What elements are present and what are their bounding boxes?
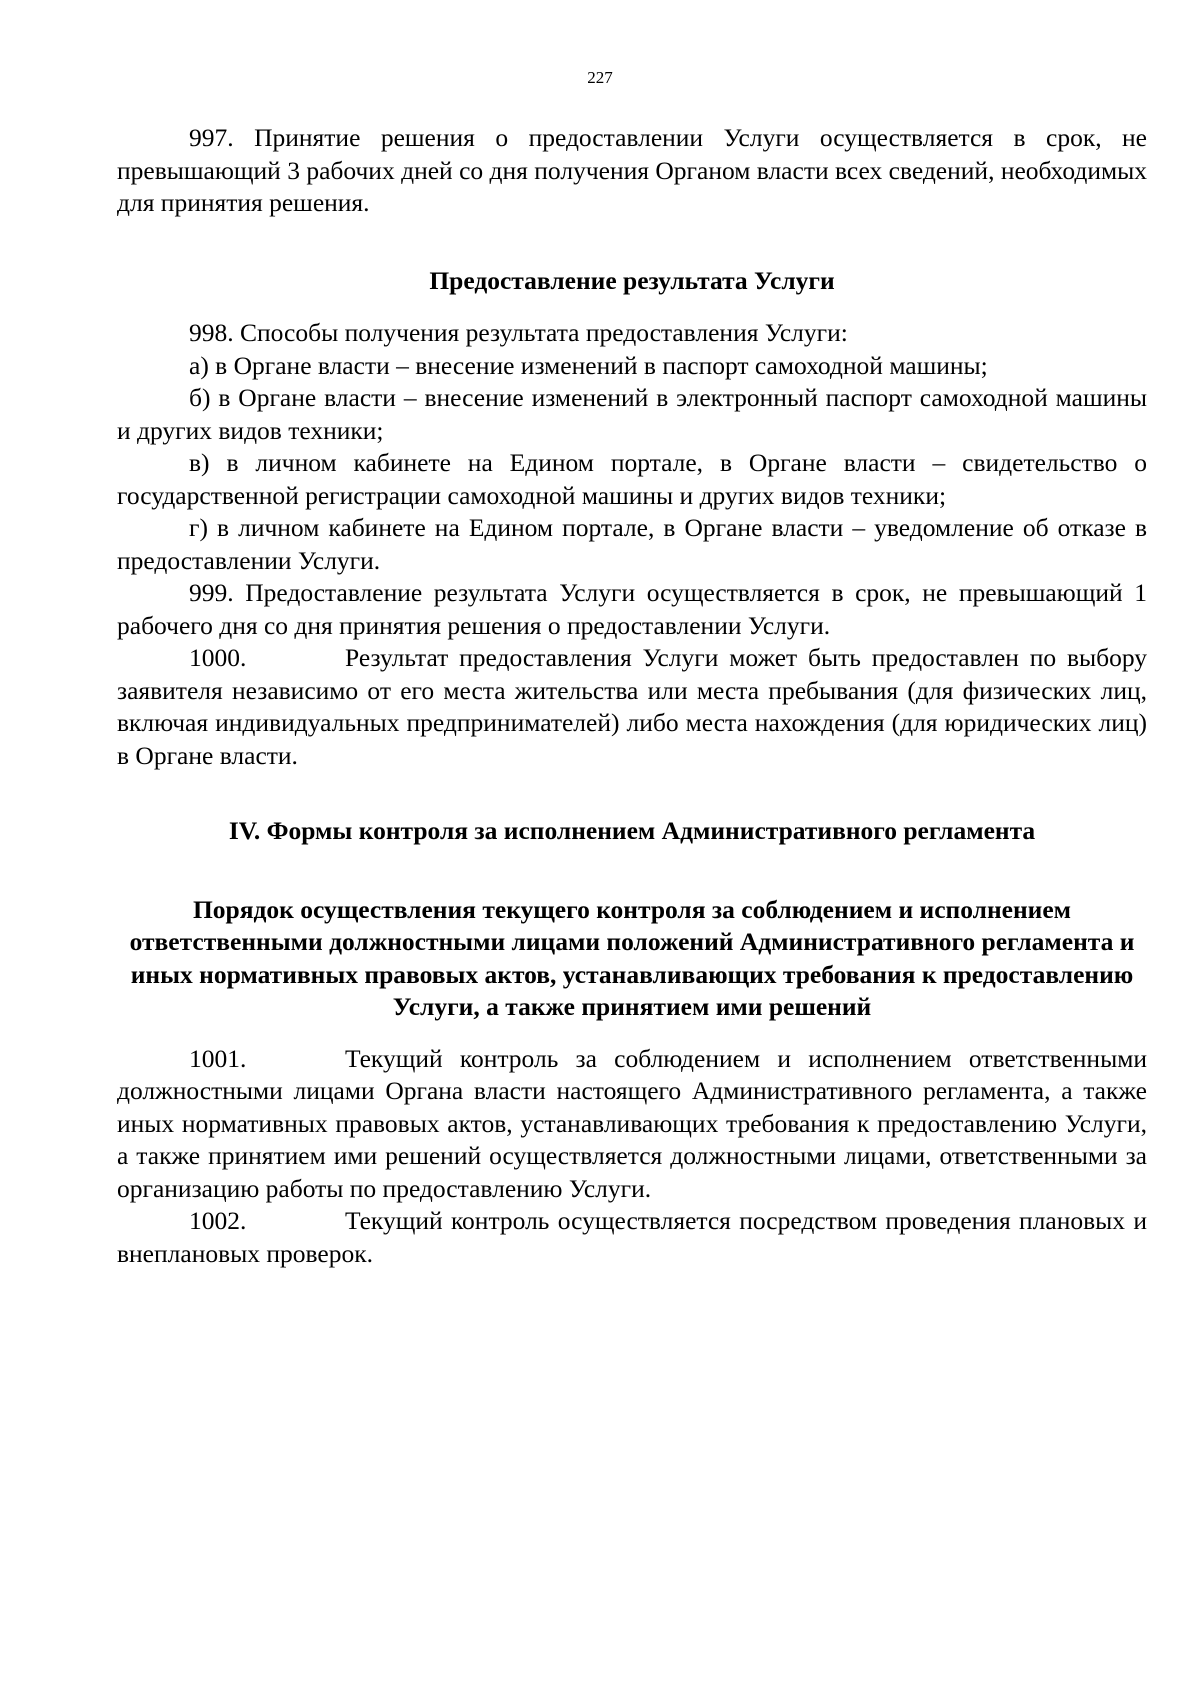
list-item-g: г) в личном кабинете на Едином портале, в Органе власти – уведомление об отказе в предоставлении Услуги. <box>117 513 1147 575</box>
paragraph-998-intro: 998. Способы получения результата предоставления Услуги: <box>189 318 848 347</box>
paragraph-number: 999. <box>189 578 234 607</box>
section-heading-control: Порядок осуществления текущего контроля за соблюдением и исполнением ответственными должностными лицами положений Административного регламента и иных нормативных правовых актов, устанавливающих требования к предоставлению Услуги, а также принятием ими решений <box>129 894 1135 1021</box>
section-heading-result: Предоставление результата Услуги <box>429 265 835 295</box>
paragraph-text: Предоставление результата Услуги осуществляется в срок, не превышающий 1 рабочего дня со дня принятия решения о предоставлении Услуги. <box>117 578 1148 640</box>
paragraph-1001 <box>117 1043 1147 1206</box>
chapter-heading-iv: IV. Формы контроля за исполнением Административного регламента <box>228 816 1036 845</box>
list-item-b: б) в Органе власти – внесение изменений в электронный паспорт самоходной машины и других видов техники; <box>117 383 1147 445</box>
paragraph-number: 1001. <box>189 1043 247 1073</box>
page-number: 227 <box>587 68 613 87</box>
paragraph-number: 1002. <box>189 1206 247 1235</box>
list-item-v: в) в личном кабинете на Едином портале, в Органе власти – свидетельство о государственной регистрации самоходной машины и других видов техники; <box>117 448 1147 510</box>
paragraph-number: 997. <box>189 123 234 152</box>
paragraph-text: Результат предоставления Услуги может быть предоставлен по выбору заявителя независимо от его места жительства или места пребывания (для физических лиц, включая индивидуальных предпринимателей) либо места нахождения (для юридических лиц) в Органе власти. <box>117 643 1147 770</box>
paragraph-997 <box>117 122 1147 220</box>
paragraph-1002 <box>117 1205 1147 1270</box>
paragraph-text: Текущий контроль за соблюдением и исполнением ответственными должностными лицами Органа власти настоящего Административного регламента, а также иных нормативных правовых актов, устанавливающих требования к предоставлению Услуги, а также принятием ими решений осуществляется должностными лицами, ответственными за организацию работы по предоставлению Услуги. <box>117 1043 1147 1203</box>
paragraph-text: Текущий контроль осуществляется посредством проведения плановых и внеплановых проверок. <box>117 1206 1147 1268</box>
document-body <box>117 122 1147 1270</box>
paragraph-999 <box>117 577 1147 642</box>
paragraph-1000 <box>117 642 1147 772</box>
list-item-a: а) в Органе власти – внесение изменений в паспорт самоходной машины; <box>189 350 988 380</box>
paragraph-number: 1000. <box>189 643 247 672</box>
paragraph-text: Принятие решения о предоставлении Услуги осуществляется в срок, не превышающий 3 рабочих дней со дня получения Органом власти всех сведений, необходимых для принятия решения. <box>117 123 1148 217</box>
